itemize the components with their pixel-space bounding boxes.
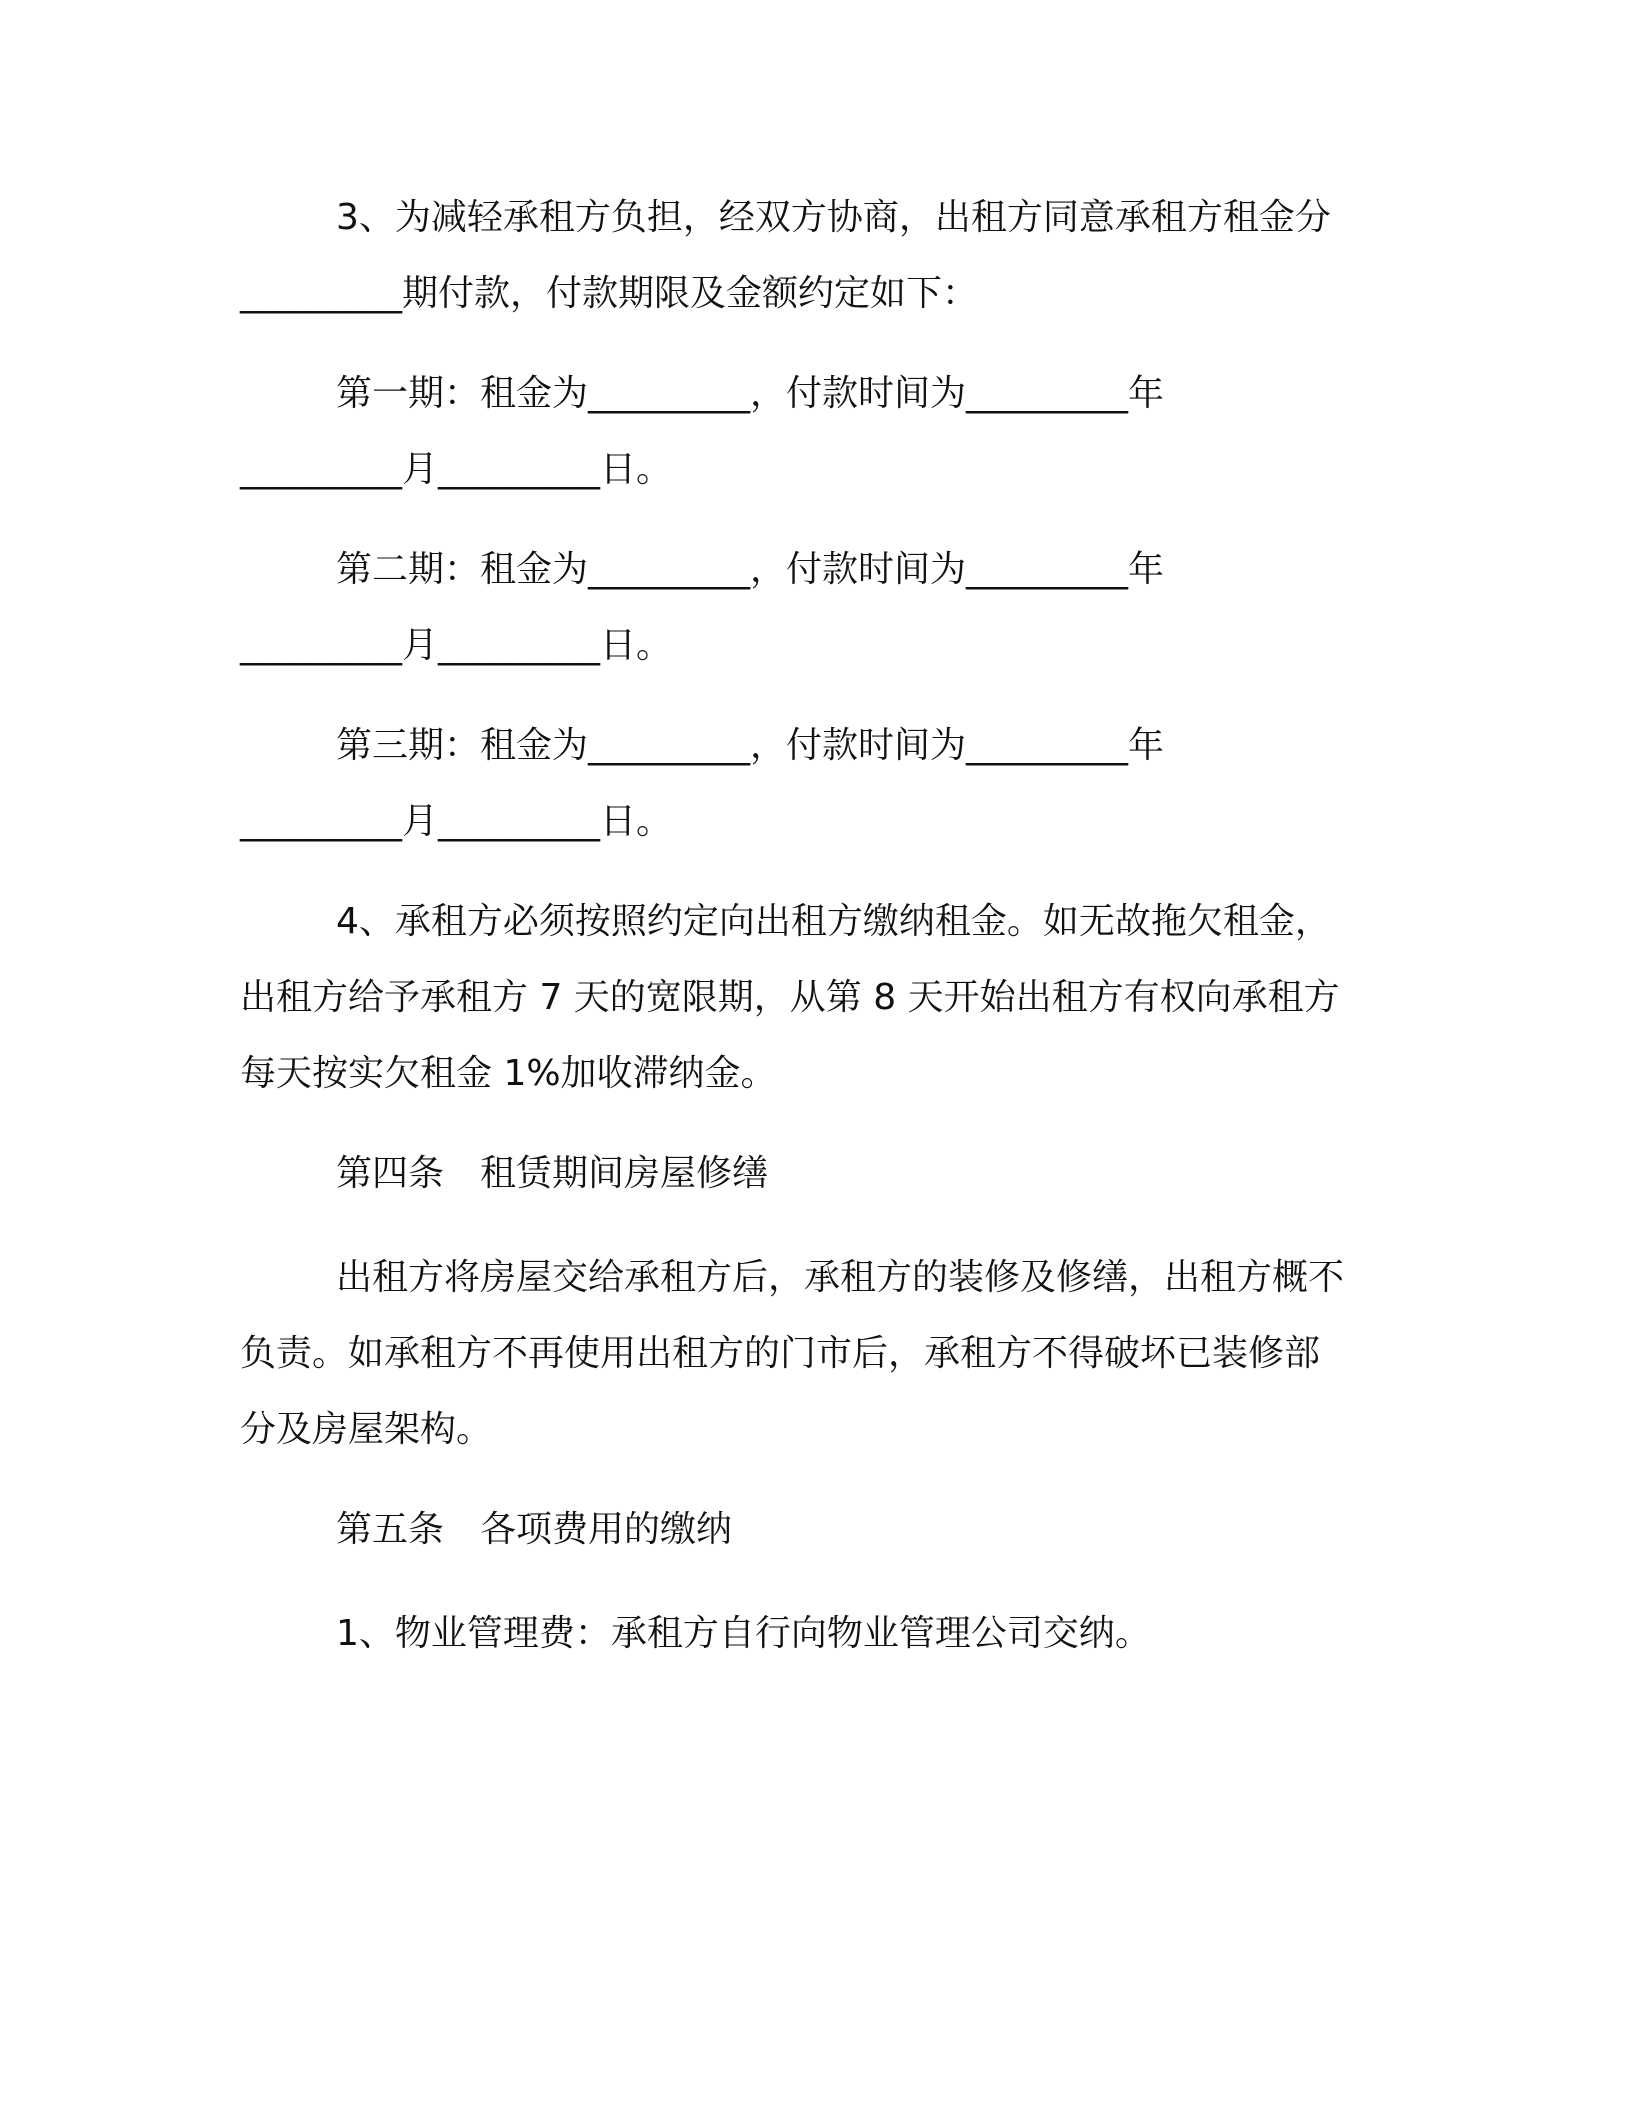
installment-1 <box>240 356 1400 508</box>
installment-3-line-2: _________月_________日。 <box>240 801 673 842</box>
installment-2-line-1: 第二期：租金为_________，付款时间为_________年 <box>336 549 1165 590</box>
article-4-line-1: 出租方将房屋交给承租方后，承租方的装修及修缮，出租方概不 <box>336 1257 1345 1298</box>
article-4-paragraph <box>240 1240 1400 1468</box>
clause-4-line-2: 出租方给予承租方 7 天的宽限期，从第 8 天开始出租方有权向承租方 <box>240 977 1340 1018</box>
clause-4 <box>240 884 1400 1112</box>
clause-3 <box>240 180 1400 332</box>
installment-2-line-2: _________月_________日。 <box>240 625 673 666</box>
document-page <box>240 180 1400 1696</box>
article-5-title: 各项费用的缴纳 <box>480 1509 733 1550</box>
installment-1-line-1: 第一期：租金为_________，付款时间为_________年 <box>336 373 1165 414</box>
article-4-number: 第四条 <box>336 1153 445 1194</box>
article-4-title: 租赁期间房屋修缮 <box>480 1153 769 1194</box>
article-5-number: 第五条 <box>336 1509 445 1550</box>
installment-2 <box>240 532 1400 684</box>
installment-3-line-1: 第三期：租金为_________，付款时间为_________年 <box>336 725 1165 766</box>
clause-3-line-2: _________期付款，付款期限及金额约定如下： <box>240 273 979 314</box>
article-5-heading <box>240 1492 1400 1568</box>
clause-4-line-3: 每天按实欠租金 1%加收滞纳金。 <box>240 1053 777 1094</box>
clause-4-line-1: 4、承租方必须按照约定向出租方缴纳租金。如无故拖欠租金， <box>336 901 1331 942</box>
article-4-heading <box>240 1136 1400 1212</box>
article-5-item-1 <box>240 1596 1400 1672</box>
clause-3-line-1: 3、为减轻承租方负担，经双方协商，出租方同意承租方租金分 <box>336 197 1331 238</box>
article-4-line-2: 负责。如承租方不再使用出租方的门市后，承租方不得破坏已装修部 <box>240 1333 1321 1374</box>
article-5-item-1-text: 1、物业管理费：承租方自行向物业管理公司交纳。 <box>336 1613 1151 1654</box>
article-4-line-3: 分及房屋架构。 <box>240 1409 493 1450</box>
installment-3 <box>240 708 1400 860</box>
installment-1-line-2: _________月_________日。 <box>240 449 673 490</box>
